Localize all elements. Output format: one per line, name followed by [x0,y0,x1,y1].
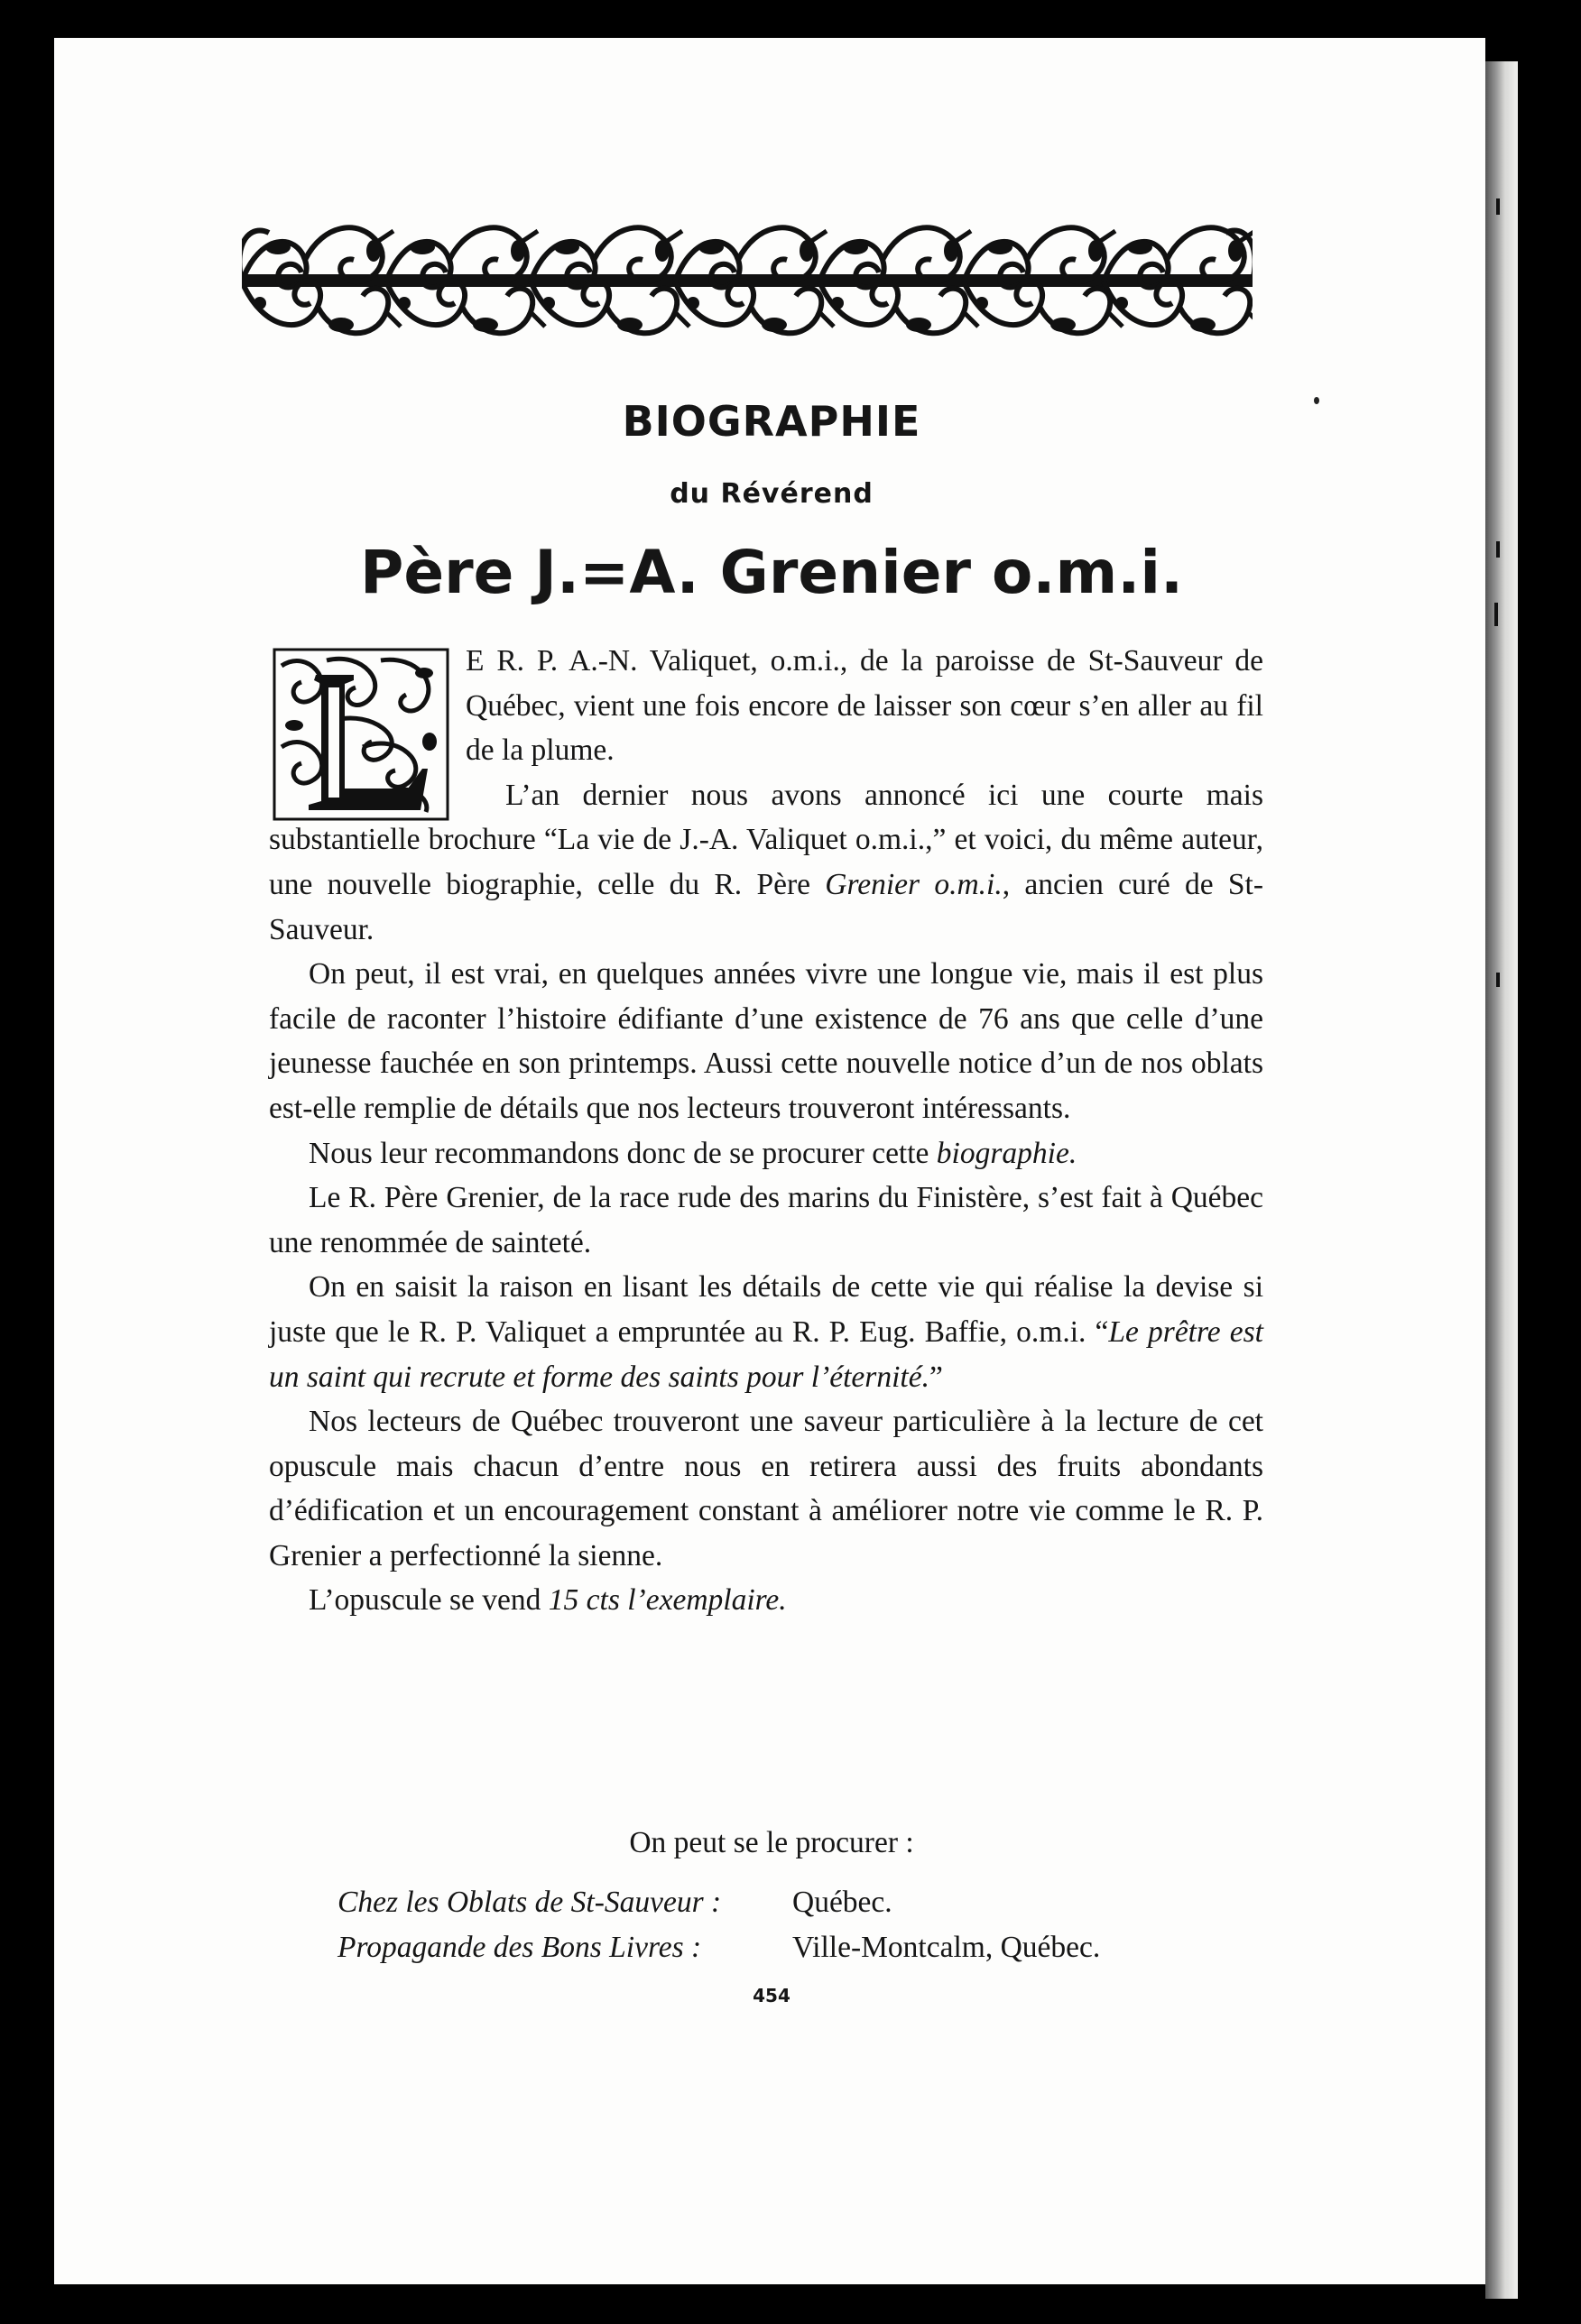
paragraph-8-text: L’opuscule se vend [309,1583,549,1618]
paragraph-1 [269,639,1263,773]
paragraph-2-end: , ancien curé de St-Sauveur. [269,867,1263,946]
paragraph-3: On peut, il est vrai, en quelques années vivre une longue vie, mais il est plus facile de raconter l’histoire édifiante d’une existence de 76 ans que celle d’une jeunesse fauchée en son printemps. Aussi cette nouvelle notice d’un de nos oblats est-elle remplie de détails que nos lecteurs trouveront intéressants. [269,957,1263,1125]
page-title: BIOGRAPHIE [622,397,921,446]
address-value: Ville-Montcalm, Québec. [792,1931,1101,1964]
paragraph-4-italic: biographie. [936,1136,1077,1170]
address-label: Chez les Oblats de St-Sauveur : [337,1886,722,1919]
paragraph-7: Nos lecteurs de Québec trouveront une saveur particulière à la lecture de cet opuscule mais chacun d’entre nous en retirera aussi des fruits abondants d’édification et un encouragement constant à améliorer notre vie comme le R. P. Grenier a perfectionné la sienne. [269,1405,1263,1572]
paragraph-2-text: L’an dernier nous avons annoncé ici une courte mais substantielle brochure “La vie de J.-A. Valiquet o.m.i.,” et voici, du même auteur, une nouvelle biographie, celle du R. Père [269,778,1263,901]
availability-line: On peut se le procurer : [629,1826,914,1859]
page-number: 454 [753,1985,790,2006]
article-body [269,639,1263,1623]
price-text: 15 cts l’exemplaire. [548,1583,787,1618]
motto-quote: Le prêtre est un saint qui recrute et forme des saints pour l’éternité. [269,1314,1263,1394]
dropcap-spacer [269,639,466,812]
address-value: Québec. [792,1886,892,1919]
paragraph-6 [269,1265,1263,1399]
paragraph-6-text: On en saisit la raison en lisant les détails de cette vie qui réalise la devise si juste que le R. P. Valiquet a empruntée au R. P. Eug. Baffie, o.m.i. “ [269,1270,1263,1349]
page-subtitle: du Révérend [670,478,874,510]
paragraph-1-text: E R. P. A.-N. Valiquet, o.m.i., de la paroisse de St-Sauveur de Québec, vient une fois encore de laisser son cœur s’en aller au fil de la plume. [466,644,1263,768]
paragraph-5: Le R. Père Grenier, de la race rude des marins du Finistère, s’est fait à Québec une renommée de sainteté. [269,1181,1263,1259]
paragraph-4-text: Nous leur recommandons donc de se procurer cette [309,1136,937,1170]
paragraph-6-end: ” [929,1360,943,1394]
biography-subject: Père J.=A. Grenier o.m.i. [359,538,1184,607]
paragraph-4 [269,1131,1263,1176]
address-row-2 [337,1931,1100,1965]
address-row-1 [337,1886,892,1920]
paragraph-8 [269,1578,1263,1623]
ornament-band-icon [242,206,1253,357]
paragraph-2-italic: Grenier o.m.i. [825,867,1003,901]
address-label: Propagande des Bons Livres : [337,1931,702,1964]
